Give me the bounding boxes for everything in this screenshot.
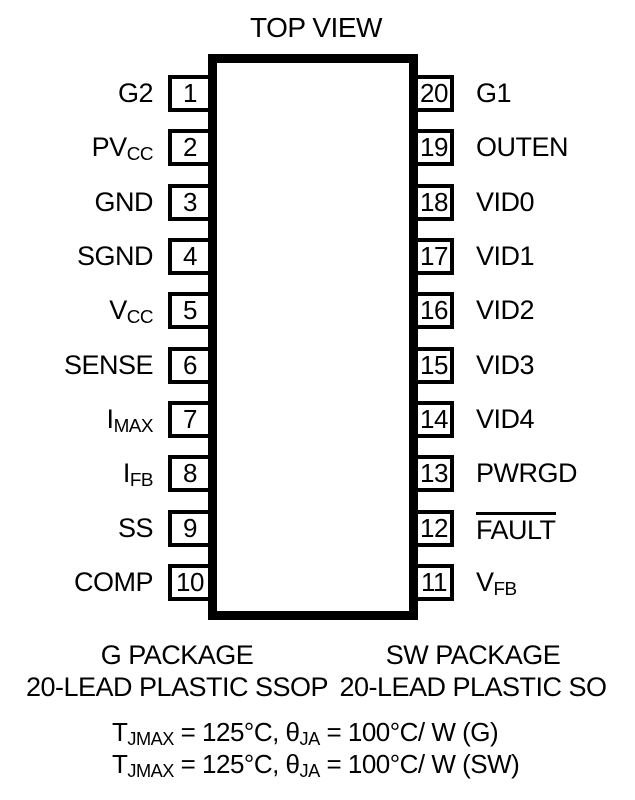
pin-label: VID1	[476, 240, 535, 271]
pin-label: SS	[117, 512, 153, 543]
pin-row-4	[0, 238, 212, 275]
pin-label: $PV_{CC}$	[91, 132, 153, 166]
pin-label: GND	[94, 186, 153, 217]
pin-box: 13	[414, 455, 454, 492]
pin-box: 17	[414, 238, 454, 275]
pin-row-17	[414, 238, 635, 275]
pin-label: $I_{FB}$	[122, 458, 153, 492]
pin-row-19	[414, 129, 635, 166]
pin-box: 9	[168, 510, 212, 547]
pin-box: 2	[168, 129, 212, 166]
pin-label: $V_{CC}$	[109, 295, 153, 329]
pin-label: VID2	[476, 295, 535, 326]
pin-box: 7	[168, 401, 212, 438]
diagram-title: TOP VIEW	[250, 12, 382, 43]
pin-label: SGND	[76, 240, 153, 271]
pin-row-1	[0, 75, 212, 112]
pin-box: 10	[168, 564, 212, 601]
pin-row-20	[414, 75, 635, 112]
pin-row-5	[0, 292, 212, 329]
pin-row-2	[0, 129, 212, 166]
pin-row-11	[414, 564, 635, 601]
pin-label: VID4	[476, 403, 535, 434]
pin-row-3	[0, 184, 212, 221]
pin-box: 6	[168, 347, 212, 384]
pin-row-9	[0, 510, 212, 547]
pin-box: 14	[414, 401, 454, 438]
pin-label: SENSE	[63, 349, 153, 380]
pin-label: G2	[117, 78, 153, 108]
pin-box: 8	[168, 455, 212, 492]
pin-label: VID3	[476, 349, 535, 380]
pin-row-16	[414, 292, 635, 329]
pin-label: OUTEN	[476, 132, 568, 163]
thermal-notes	[112, 716, 519, 780]
pin-box: 4	[168, 238, 212, 275]
package-label-sw	[339, 639, 606, 703]
pin-box: 12	[414, 510, 454, 547]
pin-label: FAULT	[476, 512, 556, 544]
pin-label: PWRGD	[476, 458, 577, 489]
package-name: SW PACKAGE	[385, 640, 561, 670]
left-pin-column	[0, 75, 212, 601]
pin-label: COMP	[74, 566, 153, 597]
pin-label: $V_{FB}$	[476, 566, 517, 600]
pin-box: 3	[168, 184, 212, 221]
pin-box: 18	[414, 184, 454, 221]
pin-row-10	[0, 564, 212, 601]
pin-box: 19	[414, 129, 454, 166]
thermal-note-sw: $T_{JMAX} = 125^\circ C$, $\theta_{JA} = 100^\circ C/$ W (SW)	[112, 749, 520, 781]
pin-row-7	[0, 401, 212, 438]
pin-row-18	[414, 184, 635, 221]
pin-label: VID0	[476, 186, 535, 217]
pin-row-15	[414, 347, 635, 384]
pin-row-13	[414, 455, 635, 492]
pin-box: 11	[414, 564, 454, 601]
package-desc: 20-LEAD PLASTIC SO	[339, 672, 607, 702]
right-pin-column	[414, 75, 635, 601]
pin-label: $I_{MAX}$	[106, 403, 153, 437]
pin-row-8	[0, 455, 212, 492]
pin-box: 5	[168, 292, 212, 329]
chip-body	[208, 54, 418, 620]
pin-box: 16	[414, 292, 454, 329]
package-name: G PACKAGE	[100, 640, 254, 670]
pin-label: G1	[476, 78, 512, 108]
pin-box: 1	[168, 75, 212, 112]
thermal-note-g: $T_{JMAX} = 125^\circ C$, $\theta_{JA} = 100^\circ C/$ W (G)	[112, 717, 499, 749]
pin-box: 15	[414, 347, 454, 384]
pin-row-14	[414, 401, 635, 438]
pin-row-12	[414, 510, 635, 547]
package-label-g	[26, 639, 328, 703]
package-desc: 20-LEAD PLASTIC SSOP	[25, 672, 329, 702]
pin-box: 20	[414, 75, 454, 112]
pin-row-6	[0, 347, 212, 384]
